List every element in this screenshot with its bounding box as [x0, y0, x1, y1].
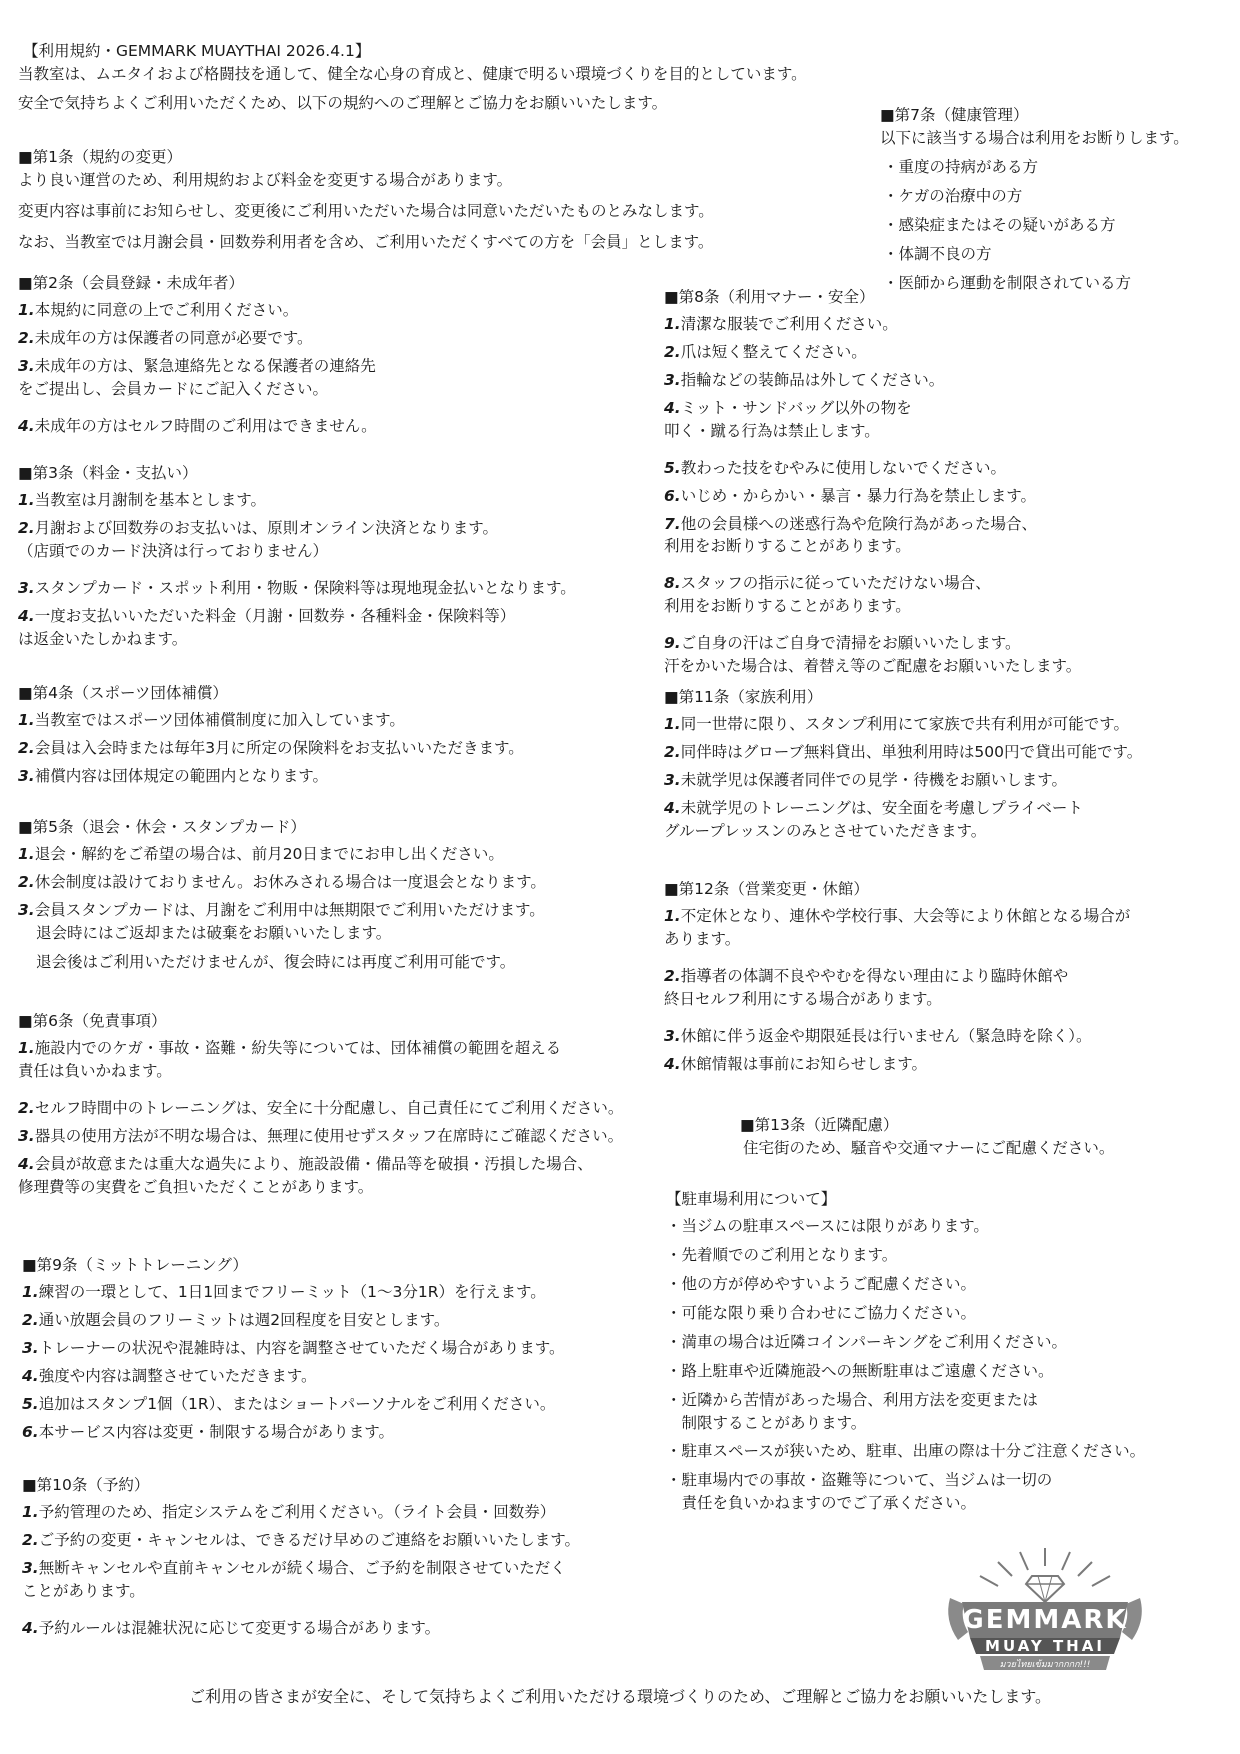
list-item: 3.会員スタンプカードは、月謝をご利用中は無期限でご利用いただけます。 退会時にはご返却または破棄をお願いいたします。 退会後はご利用いただけませんが、復会時には再度ご利用可能です。: [18, 900, 545, 971]
list-item: 1.清潔な服装でご利用ください。: [664, 314, 898, 333]
article-2-title: ■第2条（会員登録・未成年者）: [18, 274, 245, 292]
list-item: 4.ミット・サンドバッグ以外の物を 叩く・蹴る行為は禁止します。: [664, 398, 912, 440]
list-item: 4.会員が故意または重大な過失により、施設設備・備品等を破損・汚損した場合、 修理費等の実費をご負担いただくことがあります。: [18, 1154, 593, 1196]
article-7-title: ■第7条（健康管理）: [880, 106, 1029, 124]
list-item: 7.他の会員様への迷惑行為や危険行為があった場合、 利用をお断りすることがあります。: [664, 514, 1038, 556]
article-13-lead: 住宅街のため、騒音や交通マナーにご配慮ください。: [743, 1138, 1115, 1157]
list-item: 3.補償内容は団体規定の範囲内となります。: [18, 766, 328, 785]
list-item: 2.ご予約の変更・キャンセルは、できるだけ早めのご連絡をお願いいたします。: [22, 1530, 580, 1549]
list-item: 4.未就学児のトレーニングは、安全面を考慮しプライベート グループレッスンのみとさせていただきます。: [664, 798, 1083, 840]
article-1-line: なお、当教室では月謝会員・回数券利用者を含め、ご利用いただくすべての方を「会員」とします。: [18, 232, 714, 251]
intro-line-1: 当教室は、ムエタイおよび格闘技を通して、健全な心身の育成と、健康で明るい環境づくりを目的としています。: [18, 64, 807, 83]
footer-note: ご利用の皆さまが安全に、そして気持ちよくご利用いただける環境づくりのため、ご理解とご協力をお願いいたします。: [188, 1687, 1052, 1706]
list-item: ・他の方が停めやすいようご配慮ください。: [666, 1274, 977, 1293]
article-9-title: ■第9条（ミットトレーニング）: [22, 1256, 248, 1274]
article-6-title: ■第6条（免責事項）: [18, 1012, 167, 1030]
list-item: 5.追加はスタンプ1個（1R）、またはショートパーソナルをご利用ください。: [22, 1394, 556, 1413]
article-9: [22, 1254, 564, 1449]
gemmark-logo: [940, 1540, 1150, 1680]
article-8: [664, 286, 1081, 683]
list-item: 3.無断キャンセルや直前キャンセルが続く場合、ご予約を制限させていただく ことがあります。: [22, 1558, 566, 1600]
list-item: 3.休館に伴う返金や期限延長は行いません（緊急時を除く）。: [664, 1026, 1092, 1045]
list-item: 2.休会制度は設けておりません。お休みされる場合は一度退会となります。: [18, 872, 546, 891]
list-item: 4.休館情報は事前にお知らせします。: [664, 1054, 927, 1073]
list-item: 2.月謝および回数券のお支払いは、原則オンライン決済となります。 （店頭でのカード決済は行っておりません）: [18, 518, 498, 560]
article-3-title: ■第3条（料金・支払い）: [18, 464, 198, 482]
list-item: 1.退会・解約をご希望の場合は、前月20日までにお申し出ください。: [18, 844, 504, 863]
parking-title: 【駐車場利用について】: [666, 1190, 837, 1208]
list-item: ・当ジムの駐車スペースには限りがあります。: [666, 1216, 989, 1235]
list-item: ・可能な限り乗り合わせにご協力ください。: [666, 1303, 977, 1322]
list-item: 1.同一世帯に限り、スタンプ利用にて家族で共有利用が可能です。: [664, 714, 1129, 733]
article-1-title: ■第1条（規約の変更）: [18, 148, 183, 166]
list-item: 5.教わった技をむやみに使用しないでください。: [664, 458, 1007, 477]
list-item: ・ケガの治療中の方: [883, 186, 1023, 205]
list-item: 1.当教室は月謝制を基本とします。: [18, 490, 266, 509]
list-item: 3.未成年の方は、緊急連絡先となる保護者の連絡先 をご提出し、会員カードにご記入ください。: [18, 356, 376, 398]
article-13-title: ■第13条（近隣配慮）: [740, 1116, 899, 1134]
list-item: 4.強度や内容は調整させていただきます。: [22, 1366, 317, 1385]
list-item: 1.本規約に同意の上でご利用ください。: [18, 300, 299, 319]
list-item: 2.同伴時はグローブ無料貸出、単独利用時は500円で貸出可能です。: [664, 742, 1143, 761]
list-item: 2.セルフ時間中のトレーニングは、安全に十分配慮し、自己責任にてご利用ください。: [18, 1098, 624, 1117]
list-item: 1.練習の一環として、1日1回までフリーミット（1〜3分1R）を行えます。: [22, 1282, 546, 1301]
article-5-title: ■第5条（退会・休会・スタンプカード）: [18, 818, 306, 836]
list-item: 3.スタンプカード・スポット利用・物販・保険料等は現地現金払いとなります。: [18, 578, 576, 597]
article-7: [880, 104, 1189, 301]
list-item: 3.指輪などの装飾品は外してください。: [664, 370, 945, 389]
article-11-title: ■第11条（家族利用）: [664, 688, 823, 706]
article-4-title: ■第4条（スポーツ団体補償）: [18, 684, 228, 702]
list-item: 3.未就学児は保護者同伴での見学・待機をお願いします。: [664, 770, 1067, 789]
list-item: 6.いじめ・からかい・暴言・暴力行為を禁止します。: [664, 486, 1036, 505]
list-item: 3.器具の使用方法が不明な場合は、無理に使用せずスタッフ在席時にご確認ください。: [18, 1126, 624, 1145]
article-13: [740, 1114, 1114, 1160]
logo-subword: MUAY THAI: [985, 1637, 1105, 1655]
article-2: [18, 272, 377, 443]
article-11: [664, 686, 1142, 848]
logo-wordmark: GEMMARK: [962, 1605, 1128, 1635]
list-item: 1.当教室ではスポーツ団体補償制度に加入しています。: [18, 710, 405, 729]
list-item: 8.スタッフの指示に従っていただけない場合、 利用をお断りすることがあります。: [664, 574, 991, 616]
list-item: 9.ご自身の汗はご自身で清掃をお願いいたします。 汗をかいた場合は、着替え等のご配慮をお願いいたします。: [664, 634, 1082, 676]
intro-block: [18, 40, 807, 115]
list-item: 3.トレーナーの状況や混雑時は、内容を調整させていただく場合があります。: [22, 1338, 565, 1357]
list-item: ・駐車場内での事故・盗難等について、当ジムは一切の 責任を負いかねますのでご了承ください。: [666, 1471, 1053, 1513]
logo-emblem: [940, 1540, 1150, 1680]
document-title: 【利用規約・GEMMARK MUAYTHAI 2026.4.1】: [23, 42, 371, 60]
list-item: ・医師から運動を制限されている方: [883, 273, 1132, 292]
list-item: ・満車の場合は近隣コインパーキングをご利用ください。: [666, 1332, 1067, 1351]
article-3: [18, 462, 576, 656]
diamond-icon: [1026, 1576, 1064, 1602]
article-8-title: ■第8条（利用マナー・安全）: [664, 288, 875, 306]
article-12-title: ■第12条（営業変更・休館）: [664, 880, 869, 898]
logo-tagline: มวยไทยเข้มมากกกก!!!: [999, 1660, 1091, 1670]
article-7-lead: 以下に該当する場合は利用をお断りします。: [880, 128, 1189, 147]
article-10-title: ■第10条（予約）: [22, 1476, 150, 1494]
article-1-line: 変更内容は事前にお知らせし、変更後にご利用いただいた場合は同意いただいたものとみなします。: [18, 201, 714, 220]
list-item: 2.指導者の体調不良ややむを得ない理由により臨時休館や 終日セルフ利用にする場合があります。: [664, 966, 1069, 1008]
list-item: 1.予約管理のため、指定システムをご利用ください。（ライト会員・回数券）: [22, 1502, 556, 1521]
list-item: 1.不定休となり、連休や学校行事、大会等により休館となる場合が あります。: [664, 906, 1131, 948]
list-item: 4.予約ルールは混雑状況に応じて変更する場合があります。: [22, 1618, 441, 1637]
list-item: ・体調不良の方: [883, 244, 992, 263]
list-item: 2.通い放題会員のフリーミットは週2回程度を目安とします。: [22, 1310, 450, 1329]
list-item: ・駐車スペースが狭いため、駐車、出庫の際は十分ご注意ください。: [666, 1442, 1146, 1461]
list-item: 1.施設内でのケガ・事故・盗難・紛失等については、団体補償の範囲を超える 責任は負いかねます。: [18, 1038, 562, 1080]
list-item: 4.未成年の方はセルフ時間のご利用はできません。: [18, 416, 377, 435]
list-item: 6.本サービス内容は変更・制限する場合があります。: [22, 1422, 394, 1441]
article-4: [18, 682, 524, 793]
article-1: [18, 146, 714, 254]
list-item: ・路上駐車や近隣施設への無断駐車はご遠慮ください。: [666, 1361, 1054, 1380]
list-item: 2.会員は入会時または毎年3月に所定の保険料をお支払いいただきます。: [18, 738, 524, 757]
article-5: [18, 816, 546, 979]
parking-section: [666, 1188, 1145, 1521]
list-item: ・重度の持病がある方: [883, 157, 1039, 176]
list-item: 2.未成年の方は保護者の同意が必要です。: [18, 328, 313, 347]
article-1-line: より良い運営のため、利用規約および料金を変更する場合があります。: [18, 170, 513, 189]
list-item: ・感染症またはその疑いがある方: [883, 215, 1116, 234]
list-item: 2.爪は短く整えてください。: [664, 342, 867, 361]
article-6: [18, 1010, 623, 1204]
intro-line-2: 安全で気持ちよくご利用いただくため、以下の規約へのご理解とご協力をお願いいたします。: [18, 93, 668, 112]
list-item: 4.一度お支払いいただいた料金（月謝・回数券・各種料金・保険料等） は返金いたしかねます。: [18, 606, 516, 648]
article-10: [22, 1474, 580, 1645]
article-12: [664, 878, 1130, 1081]
list-item: ・先着順でのご利用となります。: [666, 1245, 898, 1264]
list-item: ・近隣から苦情があった場合、利用方法を変更または 制限することがあります。: [666, 1390, 1038, 1432]
